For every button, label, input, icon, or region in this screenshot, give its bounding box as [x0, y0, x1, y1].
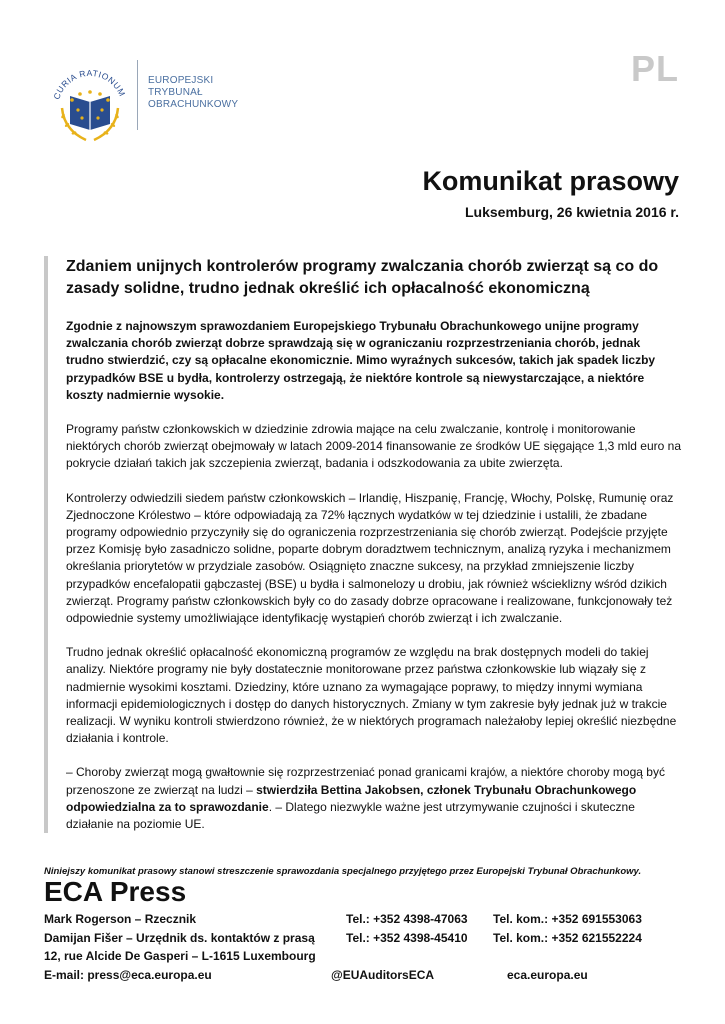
- article-body: [44, 256, 684, 833]
- article-paragraph-2: Kontrolerzy odwiedzili siedem państw członkowskich – Irlandię, Hiszpanię, Francję, Włochy, Polskę, Rumunię oraz Zjednoczone Królestwo – które odpowiadają za 72% łącznych wydatków w tej dziedzinie i ustalili, że zbadane programy odpowiednio przyczyniły się do ograniczenia rozprzestrzeniania się chorób zwierząt. Podejście przyjęte przez Komisję było zasadniczo solidne, poparte dobrym doradztwem technicznym, analizą ryzyka i mechanizmem określania priorytetów w przydziale zasobów. Osiągnięto znaczne sukcesy, na przykład zmniejszenie liczby przypadków encefalopatii gąbczastej (BSE) u bydła i salmonelozy u drobiu, jak również wścieklizny wśród dzikich zwierząt. Programy państw członkowskich były co do zasady dobrze opracowane i realizowane, funkcjonowały też odpowiednie systemy umożliwiające identyfikację wystąpień chorób zwierząt i ich zwalczanie.: [66, 490, 674, 626]
- press-contacts: [44, 910, 684, 984]
- article-paragraph-1: Programy państw członkowskich w dziedzinie zdrowia mające na celu zwalczanie, kontrolę i monitorowanie niektórych chorób zwierząt obejmowały w latach 2009-2014 finansowanie ze środków UE sięgające 1,3 mld euro na pokrycie działań takich jak szczepienia zwierząt, badania i odszkodowania za ubite zwierzęta.: [66, 422, 681, 471]
- contact-name: Damijan Fišer – Urzędnik ds. kontaktów z prasą: [44, 930, 315, 945]
- eca-logo: [44, 56, 136, 148]
- address-row: [44, 947, 684, 966]
- logo-motto-text: CURIA RATIONUM: [51, 67, 128, 101]
- contact-row: [44, 929, 684, 948]
- article-paragraph-3: Trudno jednak określić opłacalność ekonomiczną programów ze względu na brak dostępnych modeli do takiej analizy. Niektóre programy nie były dostatecznie monitorowane przez państwa członkowskie lub wiązały się z nadmiernie wysokimi kosztami. Dziedziny, które uznano za wymagające poprawy, to między innymi wymiana informacji epidemiologicznych i dostęp do danych historycznych. Zmiany w tym zakresie były jednak już w trakcie realizacji. W wyniku kontroli stwierdzono również, że w niektórych programach należałoby lepiej określić niezbędne działania i kontrole.: [66, 645, 677, 746]
- org-name-line: TRYBUNAŁ: [148, 87, 203, 98]
- links-row: [44, 966, 684, 985]
- website-link[interactable]: eca.europa.eu: [507, 967, 588, 982]
- contact-row: [44, 910, 684, 929]
- contact-phone: Tel.: +352 4398-45410: [346, 930, 468, 945]
- quote-text-end: . – Dlatego niezwykle ważne jest utrzymywanie czujności i skuteczne działanie na poziomie UE.: [66, 799, 635, 832]
- contact-mobile: Tel. kom.: +352 691553063: [493, 912, 642, 926]
- document-title: Komunikat prasowy: [422, 166, 679, 196]
- contact-phone: Tel.: +352 4398-47063: [346, 912, 468, 926]
- org-name-line: EUROPEJSKI: [148, 75, 214, 86]
- twitter-link[interactable]: @EUAuditorsECA: [331, 967, 435, 982]
- dateline: Luksemburg, 26 kwietnia 2016 r.: [465, 204, 679, 220]
- quote-text: – Choroby zwierząt mogą gwałtownie się rozprzestrzeniać ponad granicami krajów, a niektóre choroby mogą być przenoszone ze zwierząt na ludzi –: [66, 765, 665, 797]
- article-headline: Zdaniem unijnych kontrolerów programy zwalczania chorób zwierząt są co do zasady solidne, trudno jednak określić ich opłacalność ekonomiczną: [66, 258, 659, 297]
- summary-note: Niniejszy komunikat prasowy stanowi streszczenie sprawozdania specjalnego przyjętego przez Europejski Trybunał Obrachunkowy.: [44, 866, 642, 877]
- contact-mobile: Tel. kom.: +352 621552224: [493, 930, 642, 945]
- logo-divider: [137, 60, 138, 130]
- org-name-line: OBRACHUNKOWY: [148, 99, 239, 110]
- language-code: PL: [630, 48, 679, 89]
- email-link[interactable]: E-mail: press@eca.europa.eu: [44, 967, 212, 982]
- contact-name: Mark Rogerson – Rzecznik: [44, 912, 197, 926]
- org-name: [148, 75, 238, 111]
- article-quote: [66, 764, 681, 833]
- press-title: ECA Press: [44, 876, 187, 907]
- address: 12, rue Alcide De Gasperi – L-1615 Luxembourg: [44, 949, 316, 963]
- article-lead: Zgodnie z najnowszym sprawozdaniem Europejskiego Trybunału Obrachunkowego unijne programy zwalczania chorób zwierząt dobrze sprawdzają się w ograniczaniu rozprzestrzeniania chorób, jednak trudno stwierdzić, czy są opłacalne ekonomicznie. Mimo wyraźnych sukcesów, takich jak spadek liczby przypadków BSE u bydła, kontrolerzy ostrzegają, że niektóre kontrole są niewystarczające, a niektóre koszty nadmiernie wysokie.: [66, 319, 656, 402]
- quote-attribution: stwierdziła Bettina Jakobsen, członek Trybunału Obrachunkowego odpowiedzialna za to sprawozdanie: [66, 782, 637, 814]
